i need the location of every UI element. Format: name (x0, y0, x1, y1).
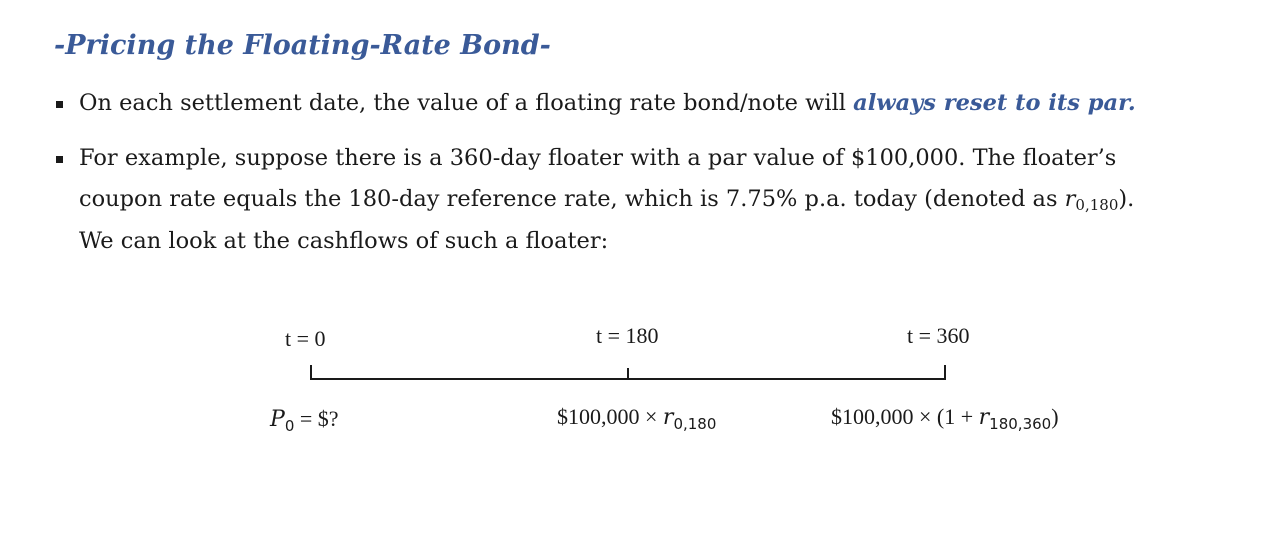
price-subscript: 0 (284, 417, 295, 435)
cashflow-t180 (557, 404, 716, 433)
cashflow-t360-text: $100,000 × (1 + (831, 404, 979, 429)
rate-variable: r (1064, 186, 1076, 212)
cashflow-t360-subscript: 180,360 (989, 415, 1052, 433)
bullet-2-line-2-text: coupon rate equals the 180-day reference rate, which is 7.75% p.a. today (denoted as (79, 186, 1065, 212)
bullet-2-line-2-end: ). (1118, 186, 1135, 212)
timeline-label-t180: t = 180 (596, 323, 659, 348)
page-title: -Pricing the Floating-Rate Bond- (54, 30, 551, 61)
bullet-2-line-1: For example, suppose there is a 360-day floater with a par value of $100,000. The floater’s (79, 145, 1117, 171)
bullet-1-plain: On each settlement date, the value of a floating rate bond/note will (79, 90, 854, 116)
cashflow-t180-variable: r (662, 405, 674, 430)
cashflow-t360-end: ) (1051, 404, 1059, 429)
cashflow-t180-subscript: 0,180 (673, 415, 717, 433)
price-variable: P (270, 407, 285, 432)
cashflow-t0 (270, 406, 339, 435)
cashflow-t360-variable: r (978, 405, 990, 430)
rate-subscript: 0,180 (1075, 196, 1119, 214)
timeline-label-t0: t = 0 (285, 326, 326, 351)
timeline-label-t360: t = 360 (907, 323, 970, 348)
cashflow-t360 (831, 404, 1059, 433)
bullet-2-line-3: We can look at the cashflows of such a floater: (79, 228, 609, 254)
bullet-1-emphasis: always reset to its par. (853, 90, 1136, 116)
price-rest: = $? (294, 406, 339, 431)
cashflow-t180-text: $100,000 × (557, 404, 663, 429)
